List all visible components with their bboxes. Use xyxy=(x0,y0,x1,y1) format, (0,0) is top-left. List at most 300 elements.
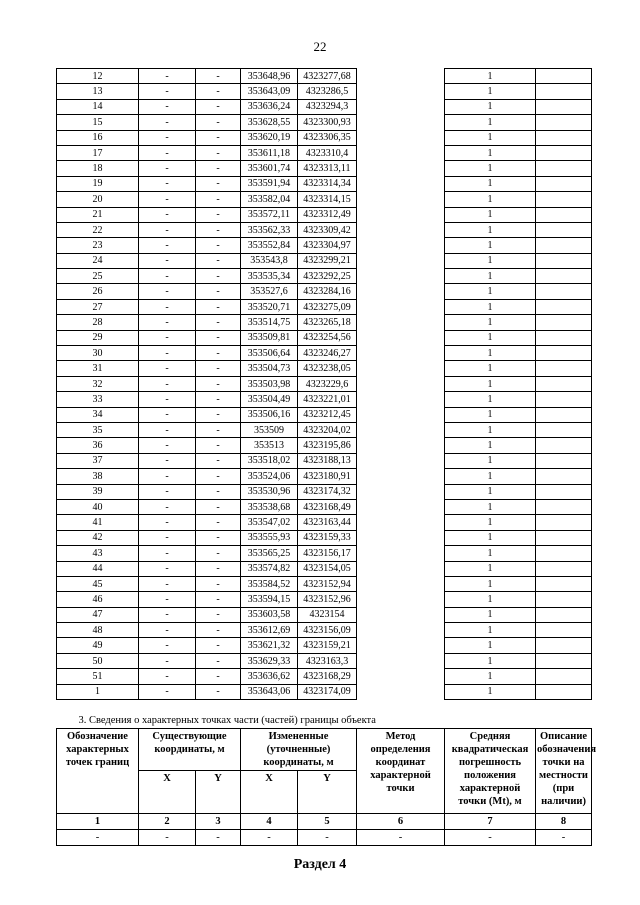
table-cell: 353504,49 xyxy=(241,392,298,407)
table-cell: 353611,18 xyxy=(241,145,298,160)
table-cell: 1 xyxy=(445,638,536,653)
table-cell: 4323188,13 xyxy=(298,453,357,468)
column-number: 4 xyxy=(241,814,298,830)
table-row xyxy=(57,453,592,468)
table-cell: - xyxy=(196,422,241,437)
table-cell: 4323174,32 xyxy=(298,484,357,499)
table-row xyxy=(57,607,592,622)
table-cell xyxy=(536,69,592,84)
table-row xyxy=(57,192,592,207)
table-cell xyxy=(536,392,592,407)
table-cell: 1 xyxy=(445,145,536,160)
table-cell: 1 xyxy=(445,299,536,314)
table-cell xyxy=(357,576,445,591)
table-cell: - xyxy=(139,392,196,407)
table-cell: - xyxy=(139,176,196,191)
section-footer: Раздел 4 xyxy=(293,857,347,872)
table-cell xyxy=(536,561,592,576)
table-cell: 34 xyxy=(57,407,139,422)
table-cell: 353643,06 xyxy=(241,684,298,699)
table-cell: 353636,24 xyxy=(241,99,298,114)
table-cell: 4323286,5 xyxy=(298,84,357,99)
table-cell xyxy=(357,238,445,253)
table-cell: - xyxy=(139,330,196,345)
table-cell: - xyxy=(196,546,241,561)
table-cell xyxy=(357,222,445,237)
table-row xyxy=(57,361,592,376)
table-cell xyxy=(536,669,592,684)
table-cell: - xyxy=(196,376,241,391)
table-cell: 4323163,44 xyxy=(298,515,357,530)
table-cell: 1 xyxy=(445,238,536,253)
table-cell: 1 xyxy=(445,546,536,561)
table-cell xyxy=(357,561,445,576)
table-cell: 14 xyxy=(57,99,139,114)
table-cell: 4323314,34 xyxy=(298,176,357,191)
table-cell xyxy=(536,684,592,699)
table-cell: 353621,32 xyxy=(241,638,298,653)
table-cell: 1 xyxy=(445,346,536,361)
table-cell: - xyxy=(139,561,196,576)
table-cell: 1 xyxy=(445,684,536,699)
table-cell: 1 xyxy=(445,484,536,499)
table-cell: 21 xyxy=(57,207,139,222)
table-cell: 48 xyxy=(57,623,139,638)
table-cell: 353612,69 xyxy=(241,623,298,638)
table-cell: 45 xyxy=(57,576,139,591)
table-cell xyxy=(536,638,592,653)
table-cell: - xyxy=(196,453,241,468)
table-cell: 1 xyxy=(445,84,536,99)
header-changed-x: X xyxy=(241,771,298,814)
column-number: 5 xyxy=(298,814,357,830)
table-cell: 1 xyxy=(445,222,536,237)
table-cell: 4323154,05 xyxy=(298,561,357,576)
table-cell: 4323265,18 xyxy=(298,315,357,330)
coordinates-table xyxy=(56,68,592,700)
table-cell: 1 xyxy=(445,376,536,391)
table-cell: - xyxy=(139,315,196,330)
table-cell xyxy=(357,607,445,622)
table-cell: 353514,75 xyxy=(241,315,298,330)
table-cell xyxy=(357,438,445,453)
table-cell: 4323152,94 xyxy=(298,576,357,591)
table-cell: 353643,09 xyxy=(241,84,298,99)
table-cell: 4323238,05 xyxy=(298,361,357,376)
table-row xyxy=(57,330,592,345)
table-cell: 1 xyxy=(445,69,536,84)
table-cell: 26 xyxy=(57,284,139,299)
table-cell xyxy=(536,284,592,299)
table-cell xyxy=(357,422,445,437)
header-existing-x: X xyxy=(139,771,196,814)
table-cell: 1 xyxy=(445,530,536,545)
table-cell: 353504,73 xyxy=(241,361,298,376)
table-cell: 4323254,56 xyxy=(298,330,357,345)
table-cell: - xyxy=(139,469,196,484)
table-cell xyxy=(536,484,592,499)
table-cell: 353535,34 xyxy=(241,269,298,284)
table-cell: 4323212,45 xyxy=(298,407,357,422)
table-cell: - xyxy=(139,269,196,284)
table-cell xyxy=(536,161,592,176)
table-row xyxy=(57,176,592,191)
table-cell: - xyxy=(196,576,241,591)
table-cell xyxy=(536,653,592,668)
table-row xyxy=(57,315,592,330)
table-cell: 4323275,09 xyxy=(298,299,357,314)
table-cell: 1 xyxy=(445,469,536,484)
table-cell: - xyxy=(196,638,241,653)
table-cell xyxy=(536,207,592,222)
table-row xyxy=(57,130,592,145)
table-cell: - xyxy=(139,422,196,437)
table-cell: 353524,06 xyxy=(241,469,298,484)
table-row xyxy=(57,253,592,268)
table-cell xyxy=(536,115,592,130)
table-row xyxy=(57,576,592,591)
table-cell xyxy=(357,161,445,176)
table-row xyxy=(57,499,592,514)
table-row xyxy=(57,392,592,407)
table-cell xyxy=(536,546,592,561)
table-cell xyxy=(357,407,445,422)
table-cell xyxy=(536,315,592,330)
table-cell: - xyxy=(196,84,241,99)
table-cell: 32 xyxy=(57,376,139,391)
table-cell: 353530,96 xyxy=(241,484,298,499)
header-designation: Обозначение характерных точек границ xyxy=(57,729,139,814)
table-cell: 353636,62 xyxy=(241,669,298,684)
table-cell xyxy=(357,638,445,653)
table-cell: - xyxy=(139,115,196,130)
table-row xyxy=(57,145,592,160)
table-cell: 12 xyxy=(57,69,139,84)
table-cell: - xyxy=(196,253,241,268)
table-cell: 353518,02 xyxy=(241,453,298,468)
table-cell: - xyxy=(196,145,241,160)
table-cell: - xyxy=(196,669,241,684)
table-cell: - xyxy=(196,515,241,530)
section3-table xyxy=(56,713,597,846)
table-cell: - xyxy=(196,438,241,453)
table-cell xyxy=(536,592,592,607)
table-cell: - xyxy=(445,830,536,846)
table-cell xyxy=(536,469,592,484)
table-cell: 1 xyxy=(445,623,536,638)
table-cell: 4323300,93 xyxy=(298,115,357,130)
table-cell xyxy=(357,684,445,699)
table-cell: 353584,52 xyxy=(241,576,298,591)
table-cell: - xyxy=(139,653,196,668)
table-cell: - xyxy=(196,299,241,314)
table-cell: - xyxy=(139,346,196,361)
table-cell: 24 xyxy=(57,253,139,268)
table-cell: 4323309,42 xyxy=(298,222,357,237)
table-cell: - xyxy=(139,669,196,684)
table-cell: 1 xyxy=(445,176,536,191)
table-row xyxy=(57,469,592,484)
table-row xyxy=(57,515,592,530)
column-number: 8 xyxy=(536,814,592,830)
table-cell: 16 xyxy=(57,130,139,145)
table-row xyxy=(57,376,592,391)
table-cell: 50 xyxy=(57,653,139,668)
table-cell xyxy=(536,176,592,191)
table-cell: 353520,71 xyxy=(241,299,298,314)
table-cell: - xyxy=(139,253,196,268)
table-cell: 4323246,27 xyxy=(298,346,357,361)
table-row xyxy=(57,530,592,545)
table-cell xyxy=(536,145,592,160)
table-row xyxy=(57,99,592,114)
column-number: 7 xyxy=(445,814,536,830)
table-row xyxy=(57,546,592,561)
table-cell xyxy=(536,607,592,622)
table-cell: - xyxy=(139,530,196,545)
table-cell: 4323156,17 xyxy=(298,546,357,561)
table-row xyxy=(57,669,592,684)
table-cell: 1 xyxy=(445,192,536,207)
table-row xyxy=(57,161,592,176)
table-row xyxy=(57,69,592,84)
table-cell xyxy=(357,192,445,207)
column-number: 3 xyxy=(196,814,241,830)
table-cell: - xyxy=(139,453,196,468)
table-cell xyxy=(357,499,445,514)
table-cell: 1 xyxy=(445,653,536,668)
table-cell: 4323180,91 xyxy=(298,469,357,484)
table-cell xyxy=(357,346,445,361)
table-cell: 353506,16 xyxy=(241,407,298,422)
table-cell: - xyxy=(196,653,241,668)
table-row xyxy=(57,422,592,437)
table-cell: - xyxy=(196,407,241,422)
table-cell xyxy=(536,515,592,530)
table-cell: 23 xyxy=(57,238,139,253)
table-cell: 353543,8 xyxy=(241,253,298,268)
table-row xyxy=(57,438,592,453)
table-cell: 353620,19 xyxy=(241,130,298,145)
table-cell: - xyxy=(196,684,241,699)
table-cell: 353629,33 xyxy=(241,653,298,668)
table-cell: 4323314,15 xyxy=(298,192,357,207)
table-cell: - xyxy=(241,830,298,846)
table-cell: - xyxy=(139,438,196,453)
table-cell: 353594,15 xyxy=(241,592,298,607)
table-cell: - xyxy=(196,469,241,484)
table-cell: 353603,58 xyxy=(241,607,298,622)
table-cell: 22 xyxy=(57,222,139,237)
table-cell xyxy=(357,515,445,530)
table-row xyxy=(57,269,592,284)
table-cell xyxy=(536,299,592,314)
table-row xyxy=(57,346,592,361)
table-cell: - xyxy=(139,284,196,299)
section3-data-row xyxy=(57,830,592,846)
table-cell: 353547,02 xyxy=(241,515,298,530)
table-cell: - xyxy=(139,576,196,591)
table-cell: - xyxy=(536,830,592,846)
section3-title: 3. Сведения о характерных точках части (частей) границы объекта xyxy=(57,713,592,729)
table-row xyxy=(57,484,592,499)
table-cell: 31 xyxy=(57,361,139,376)
table-cell: 18 xyxy=(57,161,139,176)
table-cell xyxy=(357,84,445,99)
table-cell: - xyxy=(139,592,196,607)
table-cell xyxy=(357,69,445,84)
table-cell: 1 xyxy=(445,99,536,114)
table-cell: 353572,11 xyxy=(241,207,298,222)
table-cell: 353555,93 xyxy=(241,530,298,545)
table-cell: 39 xyxy=(57,484,139,499)
table-cell xyxy=(357,145,445,160)
table-cell xyxy=(536,422,592,437)
table-cell: 4323163,3 xyxy=(298,653,357,668)
table-cell: 44 xyxy=(57,561,139,576)
table-cell: 4323310,4 xyxy=(298,145,357,160)
table-cell: 353601,74 xyxy=(241,161,298,176)
table-cell xyxy=(536,576,592,591)
table-cell: - xyxy=(139,99,196,114)
table-cell xyxy=(357,315,445,330)
table-cell: 353591,94 xyxy=(241,176,298,191)
table-cell: 4323299,21 xyxy=(298,253,357,268)
table-cell: 1 xyxy=(445,592,536,607)
table-cell: 17 xyxy=(57,145,139,160)
table-cell: - xyxy=(139,192,196,207)
table-cell: - xyxy=(196,361,241,376)
table-cell: - xyxy=(196,269,241,284)
table-cell: 35 xyxy=(57,422,139,437)
table-cell xyxy=(357,530,445,545)
table-cell: 33 xyxy=(57,392,139,407)
table-cell: 353628,55 xyxy=(241,115,298,130)
table-cell xyxy=(536,330,592,345)
header-changed-y: Y xyxy=(298,771,357,814)
table-cell: 353565,25 xyxy=(241,546,298,561)
table-cell xyxy=(536,346,592,361)
table-cell: 40 xyxy=(57,499,139,514)
table-cell: 353648,96 xyxy=(241,69,298,84)
table-cell: 47 xyxy=(57,607,139,622)
table-cell: - xyxy=(196,115,241,130)
table-cell: - xyxy=(196,238,241,253)
table-cell: - xyxy=(139,376,196,391)
table-row xyxy=(57,653,592,668)
table-cell: 4323195,86 xyxy=(298,438,357,453)
table-cell: - xyxy=(139,145,196,160)
table-cell: 1 xyxy=(445,422,536,437)
table-cell: - xyxy=(139,607,196,622)
table-cell: 4323204,02 xyxy=(298,422,357,437)
table-cell: 1 xyxy=(445,607,536,622)
table-cell: - xyxy=(139,130,196,145)
table-cell: 49 xyxy=(57,638,139,653)
table-row xyxy=(57,561,592,576)
table-cell xyxy=(536,130,592,145)
table-cell: 30 xyxy=(57,346,139,361)
table-cell xyxy=(357,623,445,638)
table-cell: 4323156,09 xyxy=(298,623,357,638)
table-cell xyxy=(357,269,445,284)
table-row xyxy=(57,592,592,607)
table-cell: - xyxy=(196,222,241,237)
table-cell: 1 xyxy=(445,361,536,376)
table-cell xyxy=(536,99,592,114)
table-cell: - xyxy=(139,546,196,561)
table-cell: 4323168,29 xyxy=(298,669,357,684)
table-cell: 4323174,09 xyxy=(298,684,357,699)
header-method: Метод определения координат характерной точки xyxy=(357,729,445,814)
table-cell xyxy=(357,546,445,561)
table-cell: 4323292,25 xyxy=(298,269,357,284)
table-row xyxy=(57,299,592,314)
table-cell xyxy=(357,330,445,345)
table-cell xyxy=(536,361,592,376)
table-cell: 353509,81 xyxy=(241,330,298,345)
table-cell: 4323154 xyxy=(298,607,357,622)
table-cell: 46 xyxy=(57,592,139,607)
table-cell xyxy=(536,453,592,468)
table-cell: 1 xyxy=(445,453,536,468)
table-cell: 36 xyxy=(57,438,139,453)
table-cell: - xyxy=(357,830,445,846)
table-cell: 25 xyxy=(57,269,139,284)
table-cell: - xyxy=(139,361,196,376)
table-cell: 1 xyxy=(445,330,536,345)
table-cell xyxy=(357,207,445,222)
table-cell: 4323312,49 xyxy=(298,207,357,222)
table-cell: - xyxy=(196,176,241,191)
table-cell: 4323277,68 xyxy=(298,69,357,84)
table-cell xyxy=(357,176,445,191)
table-cell: - xyxy=(196,192,241,207)
column-number: 1 xyxy=(57,814,139,830)
column-number: 6 xyxy=(357,814,445,830)
column-number: 2 xyxy=(139,814,196,830)
table-cell: - xyxy=(139,623,196,638)
table-cell: - xyxy=(196,330,241,345)
table-cell: 4323284,16 xyxy=(298,284,357,299)
table-cell: 20 xyxy=(57,192,139,207)
header-existing-y: Y xyxy=(196,771,241,814)
table-cell: 353527,6 xyxy=(241,284,298,299)
table-cell: - xyxy=(196,623,241,638)
table-row xyxy=(57,238,592,253)
table-cell: - xyxy=(196,607,241,622)
table-cell xyxy=(357,469,445,484)
table-cell: 1 xyxy=(445,284,536,299)
table-cell: 1 xyxy=(445,130,536,145)
table-cell xyxy=(536,222,592,237)
header-error: Средняя квадратическая погрешность положения характерной точки (Mt), м xyxy=(445,729,536,814)
table-cell: 15 xyxy=(57,115,139,130)
table-cell: - xyxy=(196,284,241,299)
table-cell: - xyxy=(139,684,196,699)
table-cell: 1 xyxy=(445,669,536,684)
table-cell: - xyxy=(196,99,241,114)
table-cell: 29 xyxy=(57,330,139,345)
table-row xyxy=(57,207,592,222)
table-cell xyxy=(536,407,592,422)
table-cell xyxy=(536,238,592,253)
table-cell: 1 xyxy=(445,315,536,330)
table-cell: 51 xyxy=(57,669,139,684)
table-cell: 1 xyxy=(445,253,536,268)
table-cell: 1 xyxy=(445,499,536,514)
table-cell xyxy=(536,269,592,284)
